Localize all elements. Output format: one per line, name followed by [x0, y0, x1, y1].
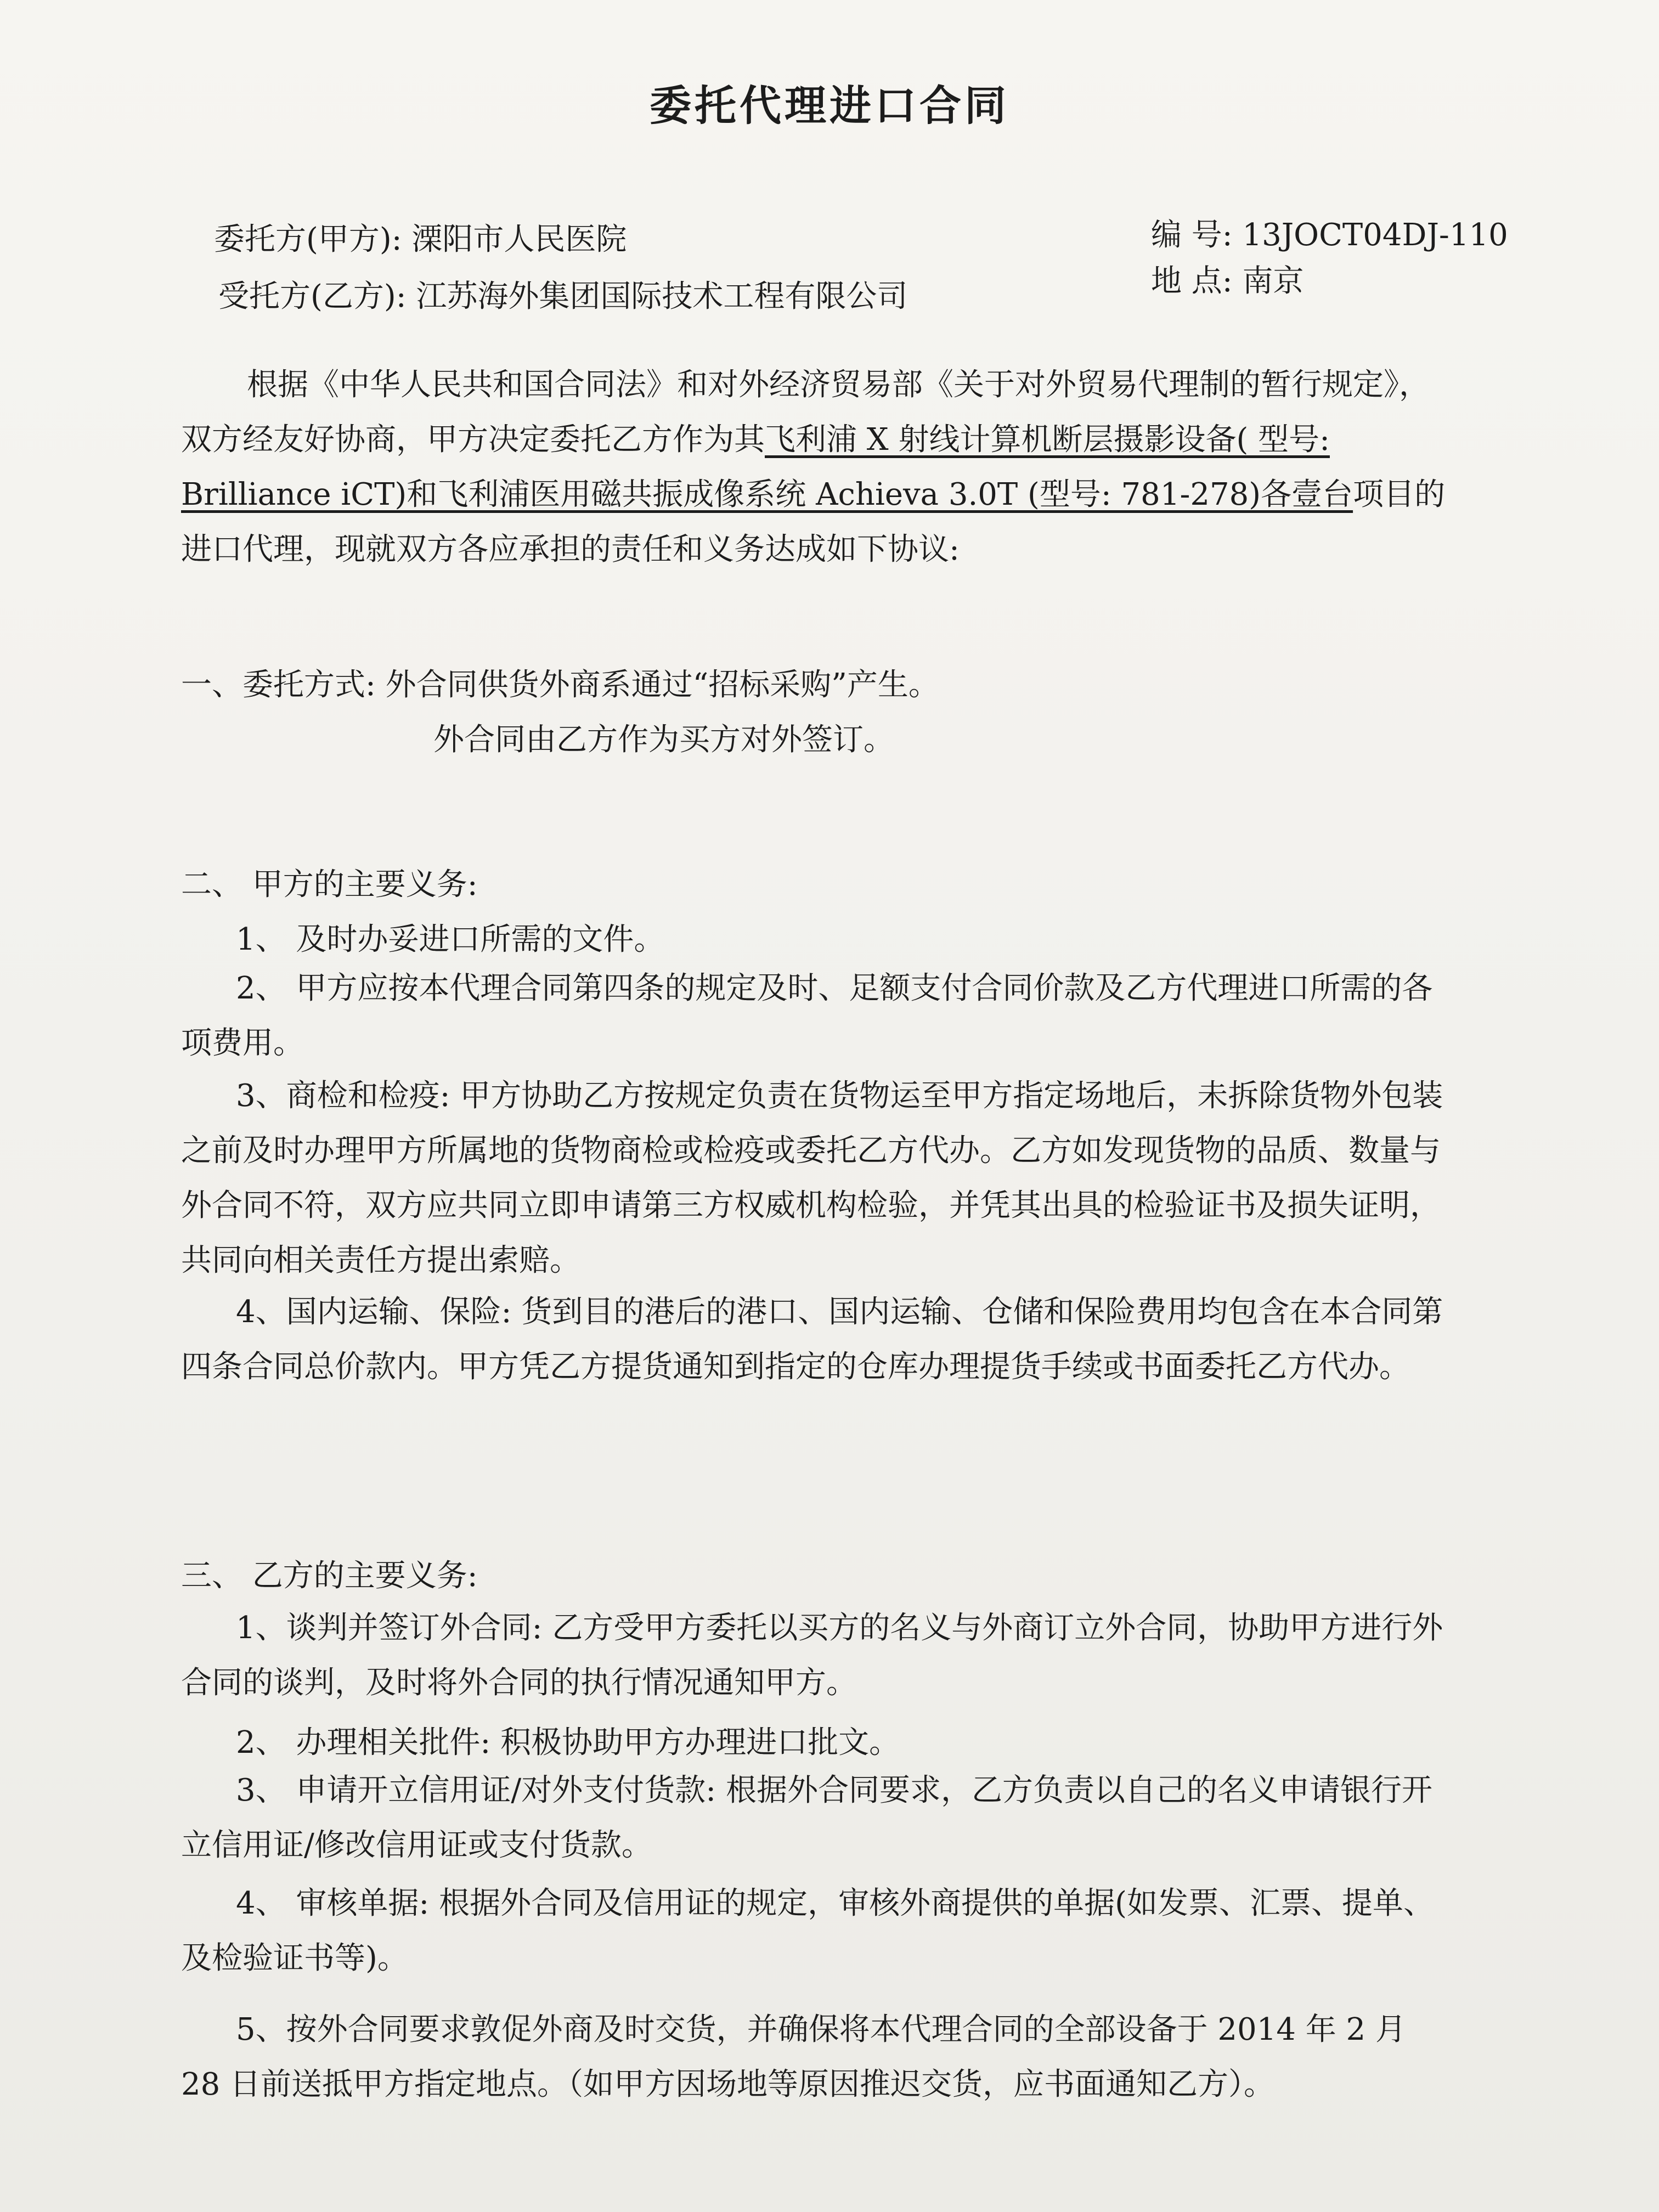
party-b: 受托方(乙方): 江苏海外集团国际技术工程有限公司	[218, 279, 908, 314]
section3-item1: 1、谈判并签订外合同: 乙方受甲方委托以买方的名义与外商订立外合同，协助甲方进行外合同的谈判，及时将外合同的执行情况通知甲方。	[181, 1610, 1443, 1701]
intro-paragraph	[181, 358, 1454, 577]
section2-item2: 2、 甲方应按本代理合同第四条的规定及时、足额支付合同价款及乙方代理进口所需的各项费用。	[181, 970, 1433, 1061]
section2-heading: 二、 甲方的主要义务:	[181, 867, 478, 902]
intro-text-1: 根据《中华人民共和国合同法》和对外经济贸易部《关于对外贸易代理制的暂行规定》，双方经友好协商，甲方决定委托乙方作为其	[181, 367, 1430, 458]
section2-item4: 4、国内运输、保险: 货到目的港后的港口、国内运输、仓储和保险费用均包含在本合同第四条合同总价款内。甲方凭乙方提货通知到指定的仓库办理提货手续或书面委托乙方代办。	[181, 1294, 1443, 1385]
contract-location: 地 点: 南京	[1151, 263, 1304, 299]
section3-item3: 3、 申请开立信用证/对外支付货款: 根据外合同要求，乙方负责以自己的名义申请银行开立信用证/修改信用证或支付货款。	[181, 1773, 1432, 1863]
section2-item1: 1、 及时办妥进口所需的文件。	[236, 922, 665, 957]
party-a: 委托方(甲方): 溧阳市人民医院	[214, 222, 627, 257]
section3-heading: 三、 乙方的主要义务:	[181, 1558, 478, 1594]
contract-number: 编 号: 13JOCT04DJ-110	[1151, 217, 1508, 253]
section2-item3: 3、商检和检疫: 甲方协助乙方按规定负责在货物运至甲方指定场地后，未拆除货物外包装之前及时办理甲方所属地的货物商检或检疫或委托乙方代办。乙方如发现货物的品质、数量与外合同不符，双方应共同立即申请第三方权威机构检验，并凭其出具的检验证书及损失证明，共同向相关责任方提出索赔。	[181, 1078, 1443, 1278]
intro-text-2: 项目的进口代理，现就双方各应承担的责任和义务达成如下协议:	[181, 477, 1446, 567]
section3-item2: 2、 办理相关批件: 积极协助甲方办理进口批文。	[236, 1725, 900, 1760]
section1-line2: 外合同由乙方作为买方对外签订。	[433, 722, 894, 758]
section3-item5: 5、按外合同要求敦促外商及时交货，并确保将本代理合同的全部设备于 2014 年 2 月 28 日前送抵甲方指定地点。（如甲方因场地等原因推迟交货，应书面通知乙方）。	[181, 2012, 1406, 2102]
section3-item4: 4、 审核单据: 根据外合同及信用证的规定，审核外商提供的单据(如发票、汇票、提单、及检验证书等)。	[181, 1886, 1434, 1976]
section1-line1: 一、委托方式: 外合同供货外商系通过“招标采购”产生。	[181, 667, 939, 703]
equipment-description: 飞利浦 X 射线计算机断层摄影设备( 型号: Brilliance iCT)和飞利浦医用磁共振成像系统 Achieva 3.0T (型号: 781-278)各壹台	[181, 422, 1353, 512]
document-title: 委托代理进口合同	[650, 81, 1009, 130]
